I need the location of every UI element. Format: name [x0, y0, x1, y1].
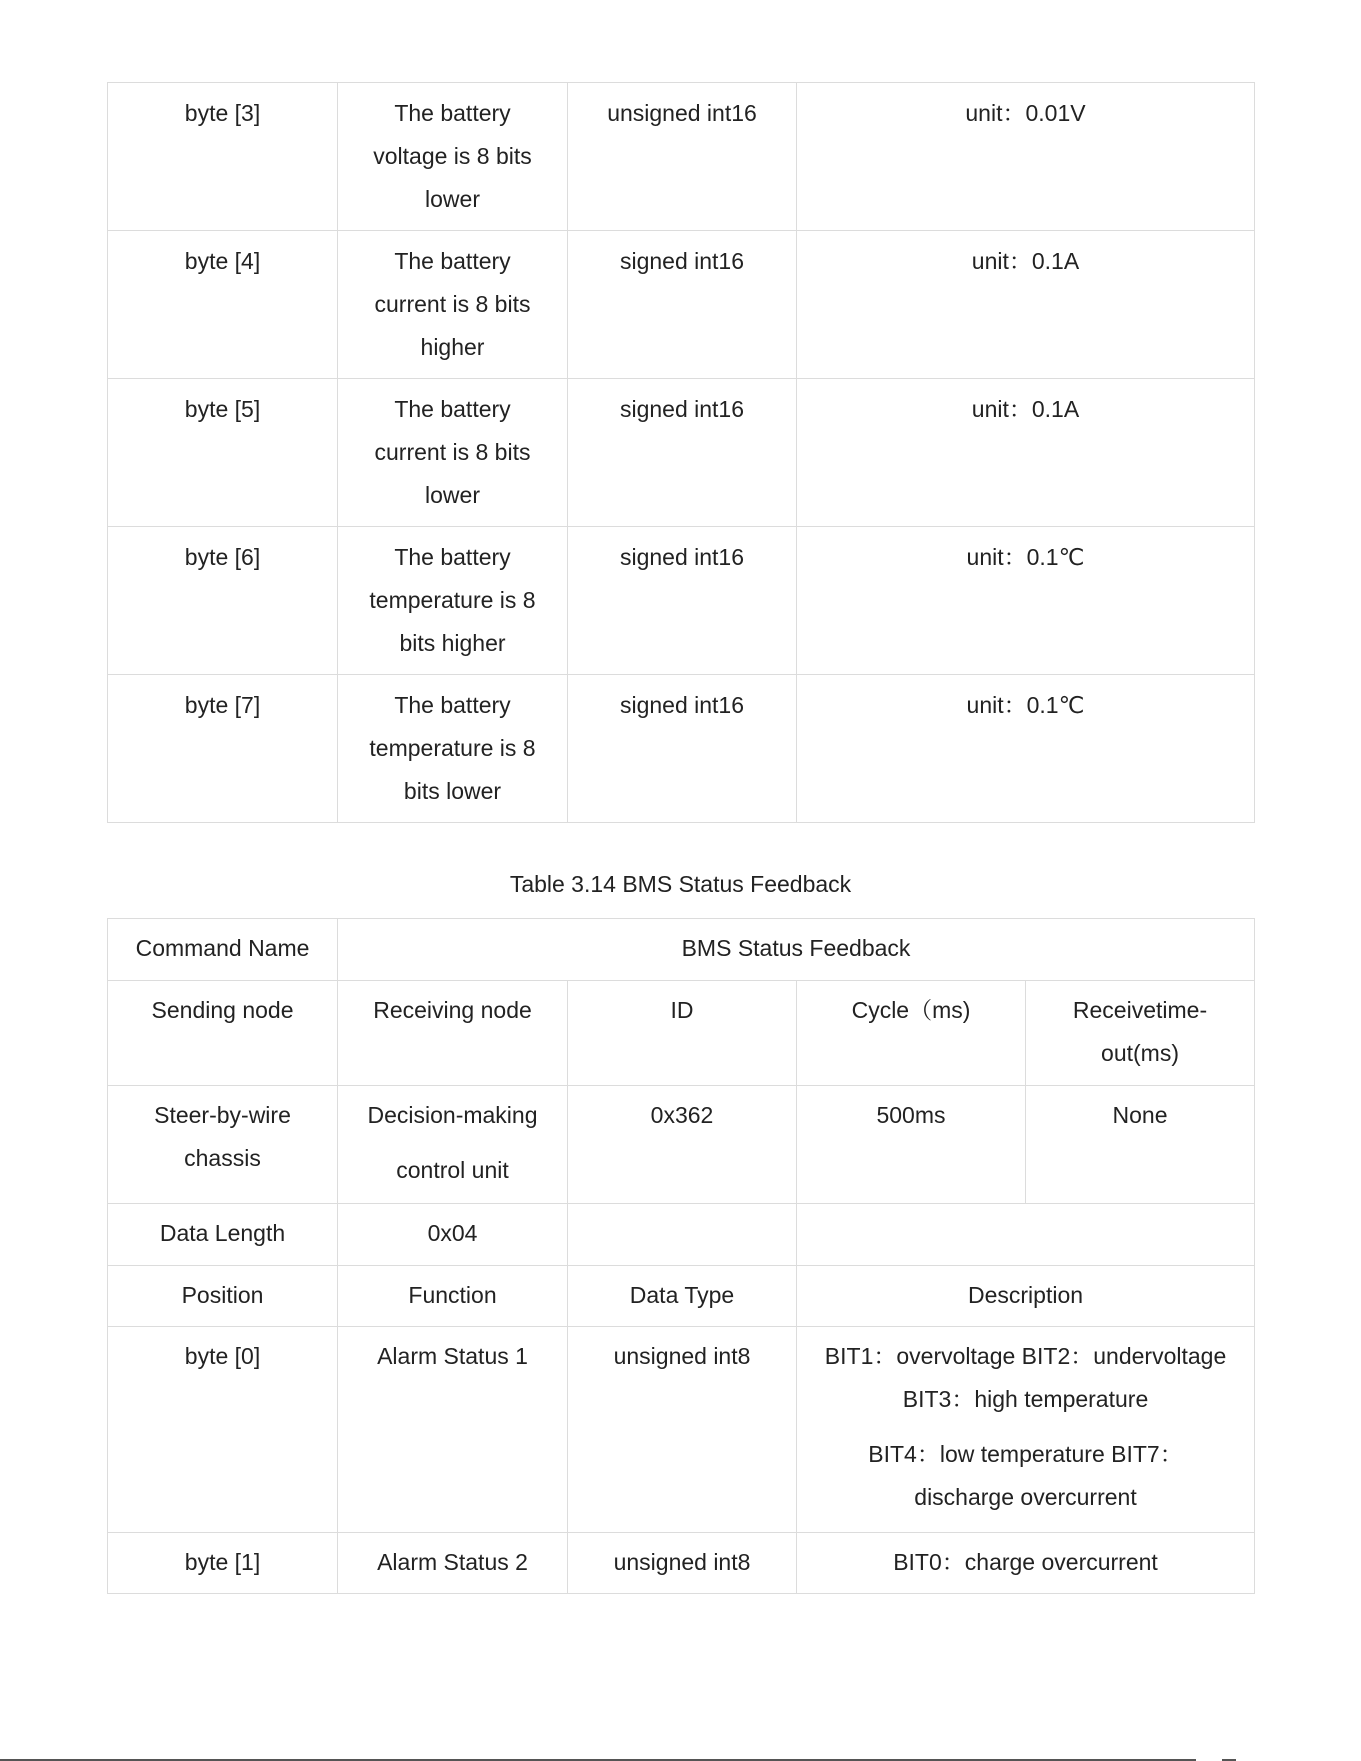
command-name-row — [108, 919, 1255, 981]
table-caption: Table 3.14 BMS Status Feedback — [509, 871, 852, 897]
function-cell: The battery temperature is 8 bits lower — [338, 675, 568, 823]
cycle-header: Cycle（ms) — [797, 981, 1026, 1086]
data-type-cell: signed int16 — [568, 527, 797, 675]
position-cell: byte [3] — [108, 83, 338, 231]
position-cell: byte [1] — [108, 1533, 338, 1594]
description-header: Description — [797, 1266, 1255, 1327]
receive-timeout-value: None — [1026, 1086, 1255, 1204]
empty-cell — [797, 1204, 1255, 1266]
receiving-node-value — [338, 1086, 568, 1204]
description-line: discharge overcurrent — [914, 1484, 1137, 1510]
position-cell: byte [7] — [108, 675, 338, 823]
column-header-row — [108, 1266, 1255, 1327]
table-row — [108, 675, 1255, 823]
id-value: 0x362 — [568, 1086, 797, 1204]
data-type-cell: unsigned int8 — [568, 1533, 797, 1594]
data-type-cell: signed int16 — [568, 675, 797, 823]
table-row — [108, 527, 1255, 675]
node-header-row — [108, 981, 1255, 1086]
function-cell: Alarm Status 2 — [338, 1533, 568, 1594]
data-type-cell: unsigned int8 — [568, 1327, 797, 1533]
description-line: BIT4：low temperature BIT7： — [868, 1441, 1183, 1467]
description-line: BIT3：high temperature — [902, 1386, 1149, 1412]
function-cell: The battery current is 8 bits higher — [338, 231, 568, 379]
description-line: BIT1：overvoltage BIT2：undervoltage — [824, 1343, 1227, 1369]
command-name-label: Command Name — [108, 919, 338, 981]
description-cell — [797, 1327, 1255, 1533]
table-row — [108, 1327, 1255, 1533]
receiving-node-header: Receiving node — [338, 981, 568, 1086]
sending-node-value: Steer-by-wire chassis — [108, 1086, 338, 1204]
data-type-header: Data Type — [568, 1266, 797, 1327]
data-type-cell: signed int16 — [568, 231, 797, 379]
description-cell: unit：0.1℃ — [797, 675, 1255, 823]
bms-status-feedback-table — [107, 918, 1255, 1594]
receive-timeout-header: Receivetime-out(ms) — [1026, 981, 1255, 1086]
position-cell: byte [5] — [108, 379, 338, 527]
description-spacer — [807, 1421, 1244, 1433]
position-cell: byte [4] — [108, 231, 338, 379]
data-type-cell: signed int16 — [568, 379, 797, 527]
description-cell: unit：0.1A — [797, 379, 1255, 527]
receiving-node-line: control unit — [396, 1157, 509, 1183]
description-cell: unit：0.1A — [797, 231, 1255, 379]
description-cell: unit：0.1℃ — [797, 527, 1255, 675]
sending-node-header: Sending node — [108, 981, 338, 1086]
position-header: Position — [108, 1266, 338, 1327]
description-cell: BIT0：charge overcurrent — [797, 1533, 1255, 1594]
table-row — [108, 83, 1255, 231]
function-header: Function — [338, 1266, 568, 1327]
function-cell: The battery current is 8 bits lower — [338, 379, 568, 527]
function-cell: The battery voltage is 8 bits lower — [338, 83, 568, 231]
command-name-value: BMS Status Feedback — [338, 919, 1255, 981]
cycle-value: 500ms — [797, 1086, 1026, 1204]
description-cell: unit：0.01V — [797, 83, 1255, 231]
table-row — [108, 231, 1255, 379]
id-header: ID — [568, 981, 797, 1086]
data-length-label: Data Length — [108, 1204, 338, 1266]
battery-feedback-table-continued — [107, 82, 1255, 823]
function-cell: Alarm Status 1 — [338, 1327, 568, 1533]
data-length-value: 0x04 — [338, 1204, 568, 1266]
function-cell: The battery temperature is 8 bits higher — [338, 527, 568, 675]
data-length-row — [108, 1204, 1255, 1266]
position-cell: byte [6] — [108, 527, 338, 675]
receiving-node-line: Decision-making — [367, 1102, 538, 1128]
empty-cell — [568, 1204, 797, 1266]
data-type-cell: unsigned int16 — [568, 83, 797, 231]
table-row — [108, 1533, 1255, 1594]
node-value-row — [108, 1086, 1255, 1204]
table-row — [108, 379, 1255, 527]
position-cell: byte [0] — [108, 1327, 338, 1533]
